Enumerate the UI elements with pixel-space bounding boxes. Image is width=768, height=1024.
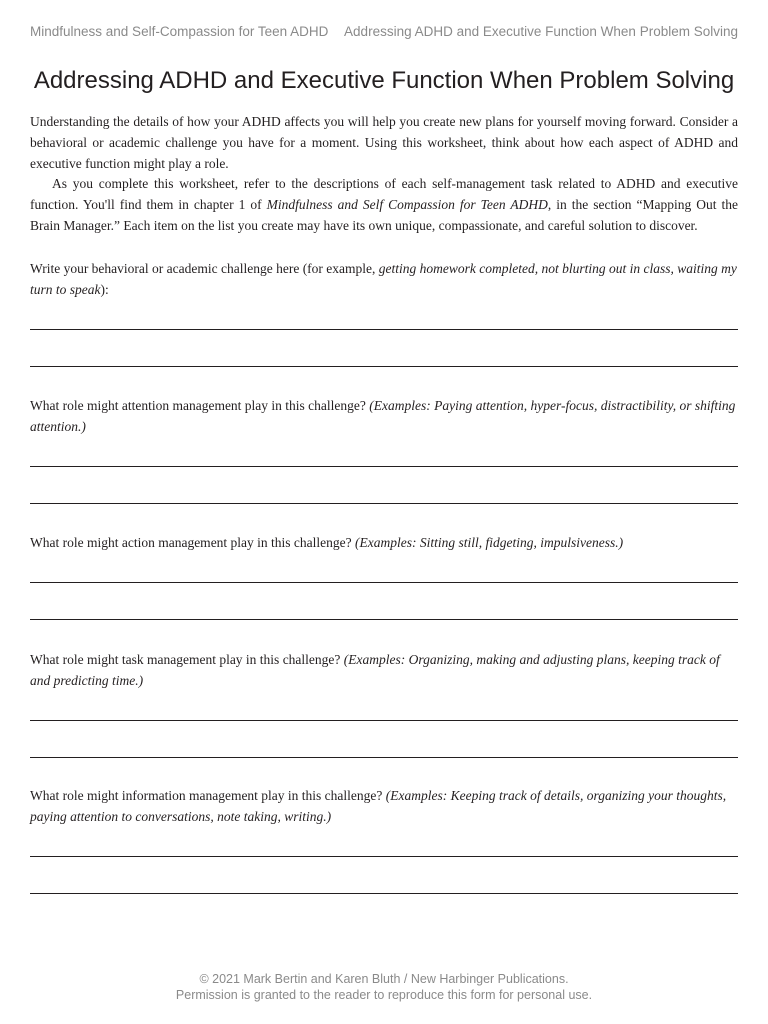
permission-line: Permission is granted to the reader to reproduce this form for personal use. bbox=[175, 988, 593, 1002]
answer-line-attention-2[interactable] bbox=[30, 503, 738, 504]
question-task bbox=[30, 650, 738, 692]
intro-paragraph-2-start: As you complete this worksheet, refer to the descriptions of each self-management task related to ADHD and executive function. You'll find them in chapter 1 of bbox=[30, 176, 738, 213]
question-attention-prompt: What role might attention management play in this challenge? bbox=[30, 398, 370, 413]
question-attention-examples: (Examples: Paying attention, hyper-focus, distractibility, or shifting attention.) bbox=[30, 398, 736, 434]
question-action bbox=[30, 533, 738, 554]
running-header bbox=[30, 24, 738, 42]
question-task-examples: (Examples: Organizing, making and adjusting plans, keeping track of and predicting time.) bbox=[30, 652, 720, 688]
intro-paragraph-1: Understanding the details of how your ADHD affects you will help you create new plans for yourself moving forward. Consider a behavioral or academic challenge you have for a moment. Using this worksheet, think about how each aspect of ADHD and executive function might play a role. bbox=[30, 114, 738, 171]
copyright-footer bbox=[0, 971, 768, 1003]
answer-line-information-1[interactable] bbox=[30, 856, 738, 857]
question-challenge bbox=[30, 259, 738, 301]
copyright-line: © 2021 Mark Bertin and Karen Bluth / New Harbinger Publications. bbox=[199, 972, 569, 986]
intro-text bbox=[30, 112, 738, 237]
answer-line-challenge-1[interactable] bbox=[30, 329, 738, 330]
question-information bbox=[30, 786, 738, 828]
question-challenge-suffix: ): bbox=[100, 281, 109, 297]
question-action-prompt: What role might action management play in this challenge? bbox=[30, 535, 356, 550]
book-title-reference: Mindfulness and Self Compassion for Teen ADHD bbox=[266, 197, 548, 213]
answer-line-challenge-2[interactable] bbox=[30, 366, 738, 367]
question-challenge-prompt: Write your behavioral or academic challenge here (for example, bbox=[30, 261, 379, 276]
intro-paragraph-2-end: , in the section “Mapping Out the Brain Manager.” Each item on the list you create may have its own unique, compassionate, and careful solution to discover. bbox=[30, 197, 739, 233]
answer-line-action-2[interactable] bbox=[30, 619, 738, 620]
answer-line-task-1[interactable] bbox=[30, 720, 738, 721]
question-task-prompt: What role might task management play in this challenge? bbox=[30, 652, 344, 667]
answer-line-task-2[interactable] bbox=[30, 757, 738, 758]
question-action-examples: (Examples: Sitting still, fidgeting, impulsiveness.) bbox=[355, 535, 624, 550]
running-header-book-title: Mindfulness and Self-Compassion for Teen ADHD bbox=[30, 24, 329, 39]
running-header-worksheet-title: Addressing ADHD and Executive Function When Problem Solving bbox=[344, 24, 738, 39]
answer-line-action-1[interactable] bbox=[30, 582, 738, 583]
question-information-examples: (Examples: Keeping track of details, organizing your thoughts, paying attention to conversations, note taking, writing.) bbox=[30, 788, 727, 824]
question-information-prompt: What role might information management play in this challenge? bbox=[30, 788, 386, 803]
intro-paragraph-2 bbox=[30, 174, 738, 236]
answer-line-information-2[interactable] bbox=[30, 893, 738, 894]
worksheet-title: Addressing ADHD and Executive Function When Problem Solving bbox=[33, 67, 735, 94]
question-attention bbox=[30, 396, 738, 438]
question-challenge-examples: getting homework completed, not blurting out in class, waiting my turn to speak bbox=[30, 261, 737, 297]
answer-line-attention-1[interactable] bbox=[30, 466, 738, 467]
